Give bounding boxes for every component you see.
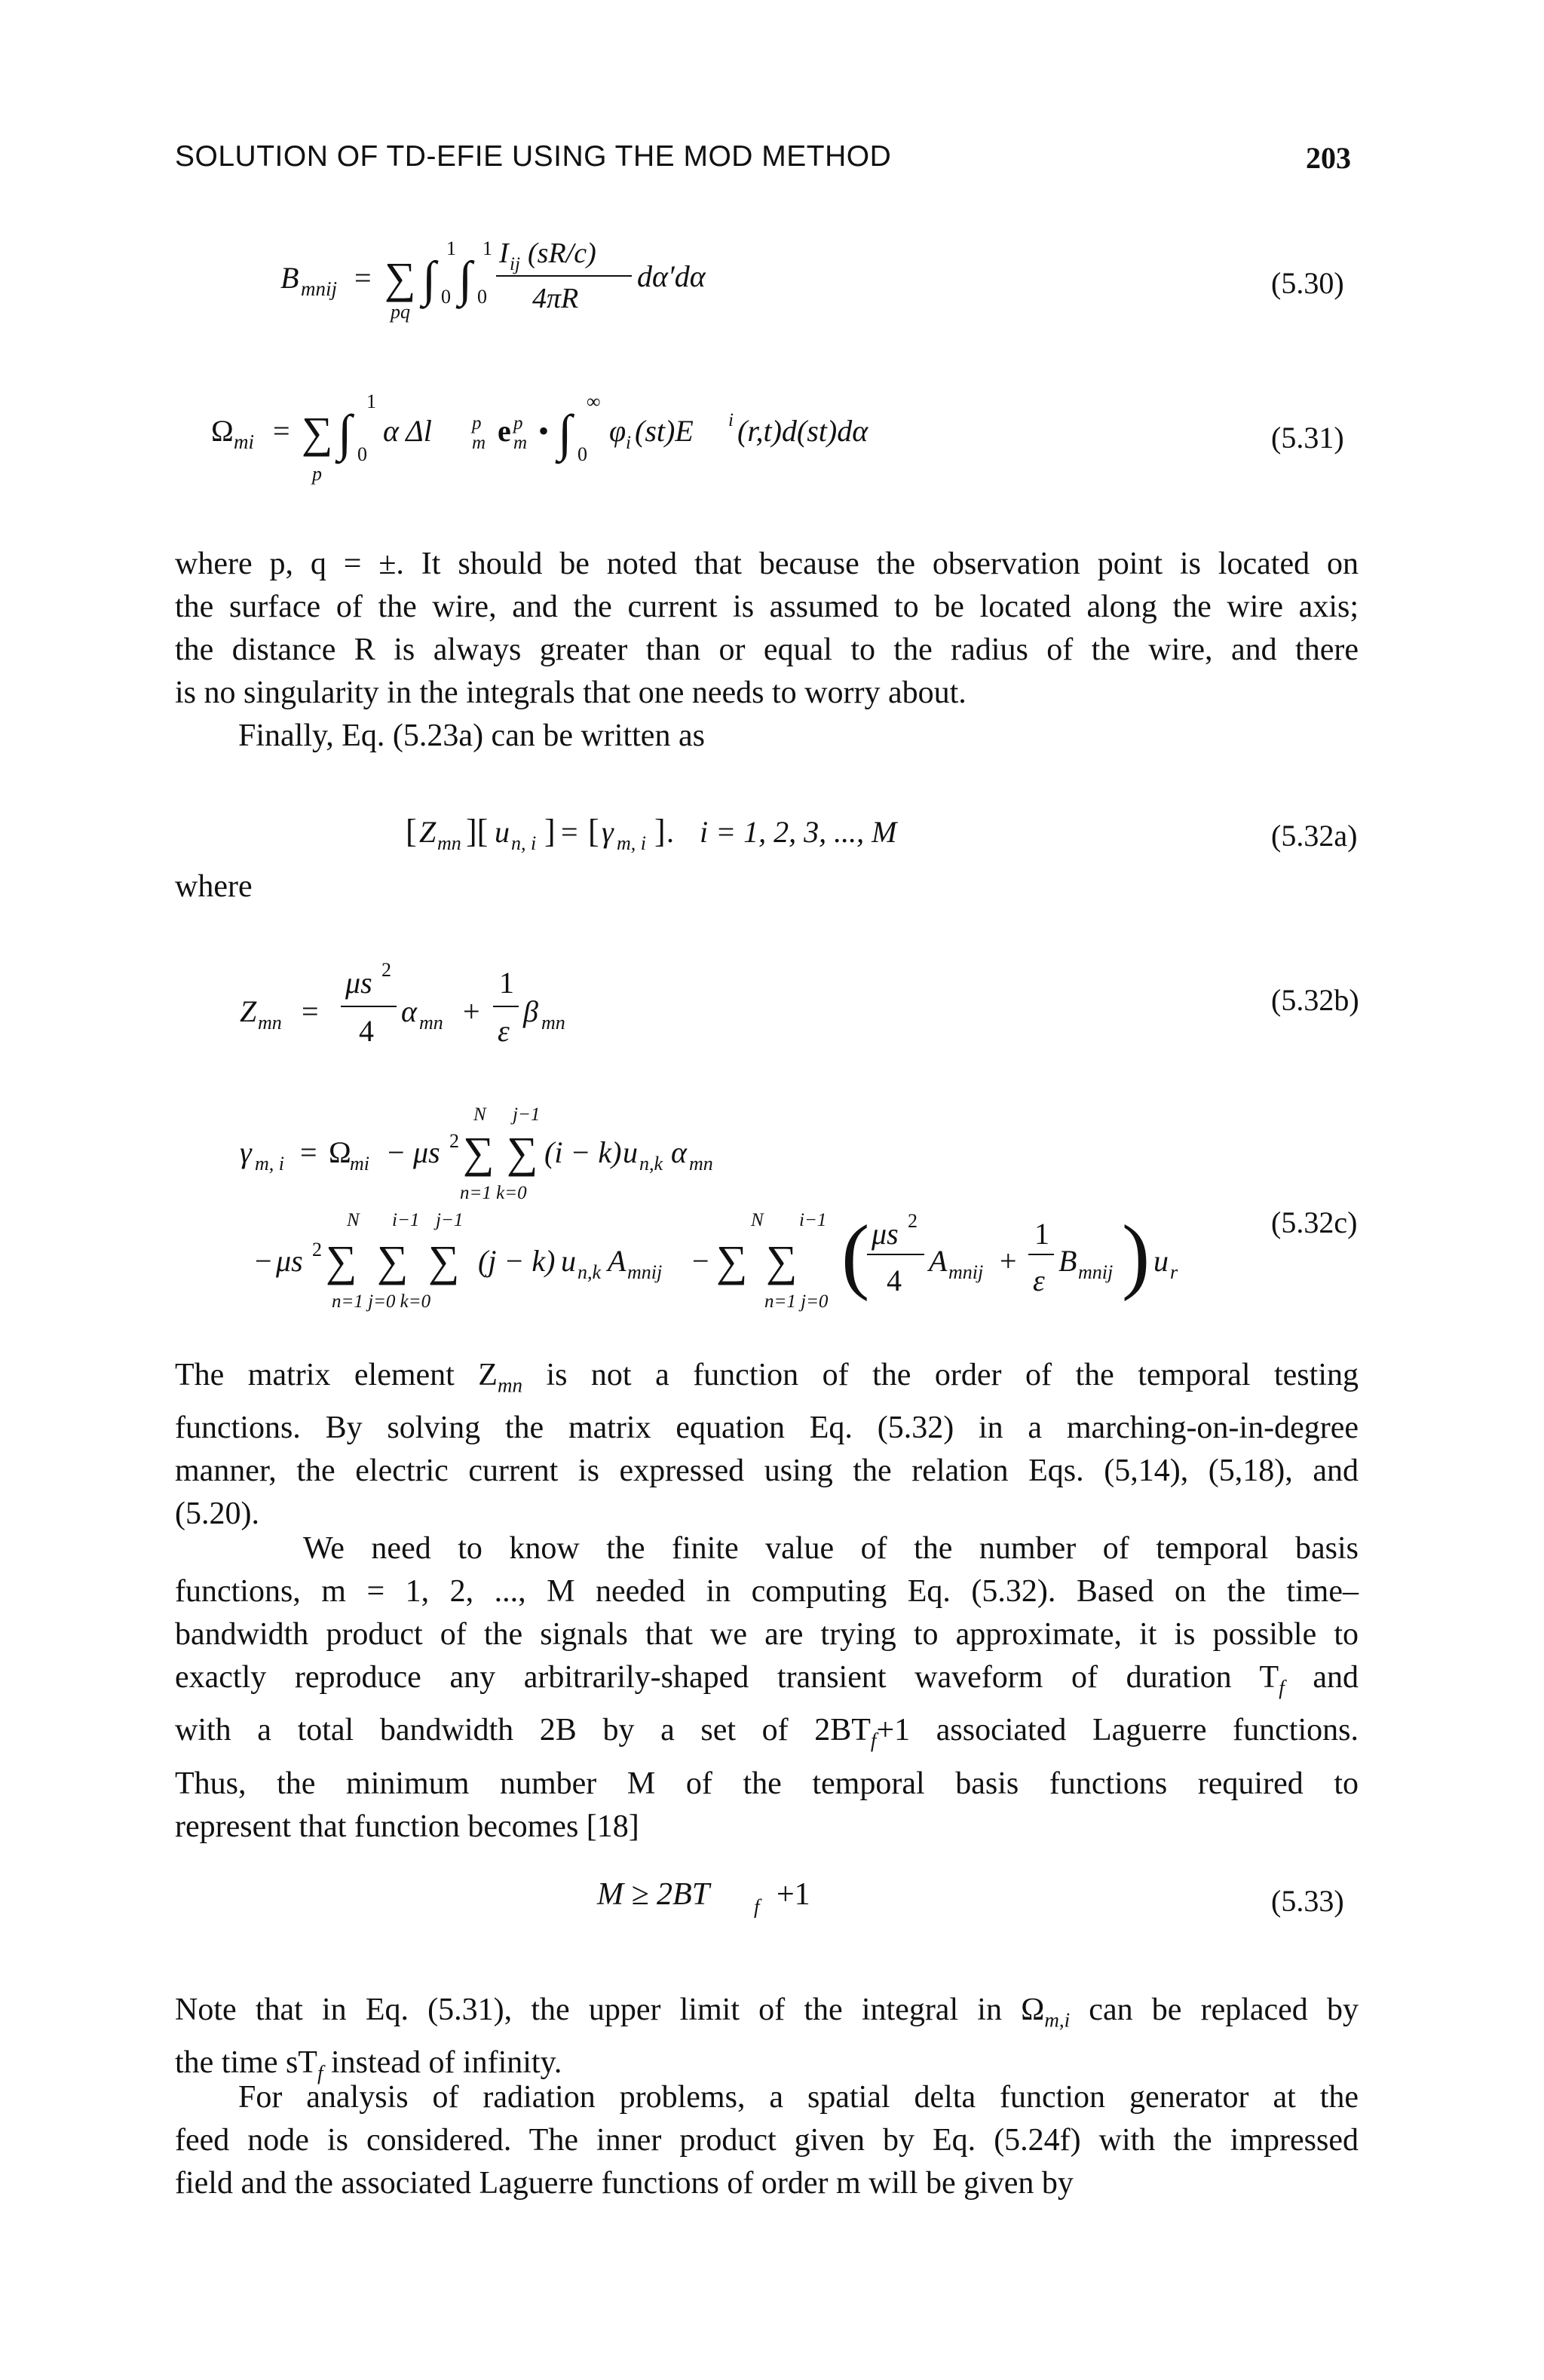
paragraph-3 bbox=[175, 1354, 1359, 1536]
header-title: SOLUTION OF TD-EFIE USING THE MOD METHOD bbox=[175, 140, 892, 173]
eq531-int2-upper: ∞ bbox=[587, 391, 601, 412]
eq531-integral-1: ∫ bbox=[338, 404, 352, 461]
eq532c-paren-left: ( bbox=[841, 1208, 870, 1302]
p5-omega-sub: m,i bbox=[1044, 2008, 1071, 2032]
running-header bbox=[175, 140, 1351, 185]
eq532a-gamma: γ bbox=[602, 815, 614, 849]
eq532b-plus: + bbox=[463, 994, 480, 1028]
eq532c-paren-right: ) bbox=[1122, 1208, 1150, 1302]
p4-line-2: functions, m = 1, 2, ..., M needed in computing Eq. (5.32). Based on the time– bbox=[175, 1574, 1359, 1609]
eq532c-B-sub: mnij bbox=[1078, 1261, 1114, 1283]
p6-line-1: For analysis of radiation problems, a spatial delta function generator at the bbox=[238, 2080, 1359, 2115]
eq530-lhs: B bbox=[280, 261, 299, 295]
eq532c-sum-k-upper: j−1 bbox=[513, 1104, 541, 1125]
eq532c-sq-2: 2 bbox=[312, 1239, 322, 1260]
eq530-int1-lower: 0 bbox=[441, 286, 451, 308]
eq530-int2-upper: 1 bbox=[482, 237, 492, 259]
eq530-int2-lower: 0 bbox=[477, 286, 487, 308]
eq532c-sum-lower-2: n=1 j=0 k=0 bbox=[332, 1291, 431, 1312]
eq532c-sq-3: 2 bbox=[908, 1210, 918, 1232]
p2-line-1: Finally, Eq. (5.23a) can be written as bbox=[238, 718, 705, 753]
eq531-int2-lower: 0 bbox=[577, 443, 587, 465]
eq532c-B: B bbox=[1058, 1244, 1077, 1278]
p1-line-3: the distance R is always greater than or equal to the radius of the wire, and there bbox=[175, 633, 1359, 667]
eq532a-number: (5.32a) bbox=[1271, 819, 1358, 853]
p6-line-2: feed node is considered. The inner product given by Eq. (5.24f) with the impressed bbox=[175, 2123, 1359, 2158]
eq532b-beta-sub: mn bbox=[541, 1012, 565, 1034]
eq532c-alpha: α bbox=[671, 1135, 687, 1169]
eq532c-sum-k2: ∑ bbox=[428, 1236, 460, 1285]
eq532c-sum-lower-1: n=1 k=0 bbox=[460, 1183, 527, 1203]
p5-sTf-sub: f bbox=[317, 2061, 323, 2084]
eq530-number: (5.30) bbox=[1271, 266, 1344, 300]
eq532c-mu-s-2: μs bbox=[276, 1244, 303, 1278]
equation-5-32a bbox=[0, 795, 1544, 871]
where-1-text: where bbox=[175, 869, 253, 904]
eq532c-sum-n3: ∑ bbox=[716, 1236, 748, 1285]
eq532b-equals: = bbox=[302, 994, 319, 1028]
eq532a-bracket-5: ] bbox=[654, 813, 666, 850]
eq531-lhs: Ω bbox=[211, 414, 234, 448]
equation-5-31-svg bbox=[0, 351, 1544, 486]
p4-line-5a: with a total bandwidth 2B by a set of 2BT bbox=[175, 1713, 871, 1748]
eq532a-equals: = bbox=[561, 815, 578, 849]
eq530-sum: ∑ bbox=[384, 253, 416, 302]
eq531-number: (5.31) bbox=[1271, 421, 1344, 455]
eq531-sum-sub: p bbox=[312, 463, 322, 485]
p4-line-4 bbox=[175, 1656, 1359, 1709]
eq531-equals: = bbox=[273, 414, 290, 448]
eq531-e-sup-i: i bbox=[728, 410, 734, 430]
eq532c-sq-1: 2 bbox=[449, 1130, 459, 1152]
eq532c-alpha-sub: mn bbox=[689, 1153, 713, 1175]
eq531-phi: φ bbox=[609, 414, 626, 448]
p3-line-3: manner, the electric current is expressed using the relation Eqs. (5,14), (5,18), and bbox=[175, 1453, 1359, 1489]
eq530-lhs-sub: mnij bbox=[301, 277, 338, 300]
eq532a-bracket-3: ] bbox=[544, 813, 556, 850]
p4-line-4a: exactly reproduce any arbitrarily-shaped transient waveform of duration T bbox=[175, 1660, 1279, 1695]
eq532c-u-3: u bbox=[1153, 1244, 1169, 1278]
eq532b-Z-sub: mn bbox=[258, 1012, 282, 1034]
equation-5-30 bbox=[0, 219, 1544, 323]
eq533-tail: +1 bbox=[777, 1877, 810, 1912]
p4-line-1: We need to know the finite value of the number of temporal basis bbox=[303, 1531, 1359, 1566]
eq530-sum-sub: pq bbox=[391, 301, 410, 323]
eq531-dl-sup: p bbox=[472, 413, 482, 433]
eq531-e-sub: m bbox=[513, 433, 528, 453]
p4-line-5b: +1 associated Laguerre functions. bbox=[876, 1713, 1359, 1748]
eq533-lhs: M ≥ 2BT bbox=[597, 1877, 710, 1912]
eq531-dl-sub: m bbox=[472, 433, 486, 453]
eq532c-term-2: (j − k) bbox=[478, 1244, 556, 1278]
eq532b-alpha: α bbox=[401, 994, 417, 1028]
p4-line-7: represent that function becomes [18] bbox=[175, 1809, 639, 1844]
eq532c-one: 1 bbox=[1034, 1217, 1049, 1251]
p5-line-1b: can be replaced by bbox=[1089, 1993, 1359, 2027]
p3-line-1 bbox=[175, 1354, 1359, 1407]
p1-line-2: the surface of the wire, and the current is assumed to be located along the wire axis; bbox=[175, 590, 1359, 624]
paragraph-4 bbox=[175, 1527, 1359, 1849]
eq531-st-e: (st)E bbox=[635, 414, 694, 448]
eq532a-u: u bbox=[495, 815, 510, 849]
eq531-int1-upper: 1 bbox=[366, 391, 376, 412]
eq532a-bracket-2: ][ bbox=[466, 813, 489, 850]
eq532c-sum-j3-upper: i−1 bbox=[799, 1210, 827, 1230]
where-label-1 bbox=[175, 865, 1359, 908]
eq532a-u-sub: n, i bbox=[511, 832, 537, 854]
eq532c-sum-n-upper: N bbox=[473, 1104, 486, 1125]
eq531-lhs-sub: mi bbox=[234, 430, 254, 453]
eq532c-minus-2: − bbox=[255, 1244, 272, 1278]
eq530-differential: dα′dα bbox=[637, 259, 706, 293]
eq532c-sum-k: ∑ bbox=[507, 1128, 538, 1177]
eq532c-mu-s-1: μs bbox=[413, 1135, 440, 1169]
eq532a-gamma-sub: m, i bbox=[617, 832, 646, 854]
eq532a-bracket-4: [ bbox=[588, 813, 599, 850]
eq532c-sum-j2: ∑ bbox=[377, 1236, 409, 1285]
eq532c-minus-1: − bbox=[388, 1135, 405, 1169]
equation-5-32b bbox=[0, 946, 1544, 1059]
eq531-int1-lower: 0 bbox=[357, 443, 367, 465]
eq532b-eps: ε bbox=[498, 1014, 510, 1048]
eq531-tail: (r,t)d(st)dα bbox=[737, 414, 868, 448]
eq532c-A2-sub: mnij bbox=[948, 1261, 984, 1283]
p5-line-2a: the time sT bbox=[175, 2045, 317, 2081]
eq532c-A-sub: mnij bbox=[627, 1261, 663, 1283]
eq532b-mu-s: μs bbox=[345, 966, 372, 1000]
eq532c-A2: A bbox=[929, 1244, 948, 1278]
eq532c-omega-sub: mi bbox=[350, 1153, 369, 1175]
eq530-den: 4πR bbox=[532, 283, 579, 314]
eq532a-range: i = 1, 2, 3, ..., M bbox=[700, 815, 897, 849]
eq532c-sum-n2-upper: N bbox=[347, 1210, 360, 1230]
p3-line-4: (5.20). bbox=[175, 1496, 259, 1532]
p5-line-1 bbox=[175, 1989, 1359, 2042]
eq531-e: e bbox=[498, 414, 511, 448]
eq532c-u-1-sub: n,k bbox=[639, 1153, 663, 1175]
eq532c-plus: + bbox=[1000, 1244, 1017, 1278]
eq531-e-sup: p bbox=[513, 413, 523, 433]
p4-BTf-sub: f bbox=[870, 1729, 877, 1752]
eq532b-4: 4 bbox=[359, 1014, 374, 1048]
eq532c-number: (5.32c) bbox=[1271, 1205, 1358, 1239]
eq532c-sum-n3-upper: N bbox=[751, 1210, 764, 1230]
eq532c-u-2-sub: n,k bbox=[577, 1261, 602, 1283]
eq530-integral-1: ∫ bbox=[422, 252, 437, 307]
eq532c-sum-lower-3: n=1 j=0 bbox=[764, 1291, 829, 1312]
p4-line-3: bandwidth product of the signals that we are trying to approximate, it is possible to bbox=[175, 1617, 1359, 1652]
eq530-num: I bbox=[499, 237, 509, 269]
equation-5-32c-svg bbox=[0, 1078, 1544, 1319]
eq533-number: (5.33) bbox=[1271, 1884, 1344, 1918]
page-number: 203 bbox=[1306, 141, 1351, 175]
eq532a-Z: Z bbox=[419, 815, 437, 849]
eq532b-number: (5.32b) bbox=[1271, 983, 1359, 1017]
eq532c-4: 4 bbox=[887, 1264, 902, 1297]
eq532b-alpha-sub: mn bbox=[419, 1012, 443, 1034]
eq533-f-sub: f bbox=[754, 1895, 760, 1918]
p3-line-1b: is not a function of the order of the temporal testing bbox=[546, 1358, 1359, 1392]
eq530-int1-upper: 1 bbox=[446, 237, 456, 259]
eq532c-sum-j3: ∑ bbox=[766, 1236, 798, 1285]
eq532c-A: A bbox=[608, 1244, 626, 1278]
eq532b-sq: 2 bbox=[381, 959, 391, 981]
paragraph-6 bbox=[175, 2076, 1359, 2205]
p4-line-5 bbox=[175, 1709, 1359, 1762]
eq531-sum: ∑ bbox=[302, 408, 333, 457]
eq532b-one: 1 bbox=[499, 966, 514, 1000]
p4-Tf-sub: f bbox=[1279, 1676, 1285, 1699]
eq532c-sum-n: ∑ bbox=[463, 1128, 495, 1177]
eq531-phi-sub: i bbox=[626, 433, 631, 453]
eq532c-mu-s-3: μs bbox=[872, 1217, 899, 1251]
equation-5-31 bbox=[0, 351, 1544, 486]
paragraph-1 bbox=[175, 543, 1359, 758]
eq532b-Z: Z bbox=[240, 994, 257, 1028]
eq530-num-sub: ij bbox=[510, 254, 520, 274]
p3-line-1a: The matrix element Z bbox=[175, 1358, 498, 1392]
p3-Z-sub: mn bbox=[497, 1374, 522, 1397]
eq530-num-arg: (sR/c) bbox=[528, 237, 596, 269]
eq531-integral-2: ∫ bbox=[558, 404, 572, 461]
eq532a-bracket-1: [ bbox=[406, 813, 417, 850]
p3-line-2: functions. By solving the matrix equation Eq. (5.32) in a marching-on-in-degree bbox=[175, 1411, 1359, 1446]
equation-5-32c bbox=[0, 1078, 1544, 1319]
eq532a-dot: . bbox=[666, 815, 674, 849]
p5-line-1a: Note that in Eq. (5.31), the upper limit of the integral in Ω bbox=[175, 1993, 1045, 2027]
eq532a-Z-sub: mn bbox=[437, 832, 461, 854]
eq532c-u-1: u bbox=[623, 1135, 638, 1169]
eq532c-eps: ε bbox=[1033, 1264, 1045, 1297]
eq532c-gamma: γ bbox=[240, 1135, 252, 1169]
eq532c-omega: Ω bbox=[329, 1135, 351, 1169]
eq531-alpha-dl: α Δl bbox=[383, 414, 432, 448]
eq532c-sum-j2-upper: i−1 bbox=[392, 1210, 420, 1230]
eq530-equals: = bbox=[354, 261, 372, 295]
eq532c-sum-n2: ∑ bbox=[326, 1236, 357, 1285]
p4-line-6: Thus, the minimum number M of the temporal basis functions required to bbox=[175, 1766, 1359, 1801]
p1-line-1: where p, q = ±. It should be noted that because the observation point is located on bbox=[175, 547, 1359, 581]
eq532c-u-3-sub: r bbox=[1170, 1261, 1178, 1283]
p1-line-4: is no singularity in the integrals that one needs to worry about. bbox=[175, 675, 967, 710]
eq532c-term-1: (i − k) bbox=[544, 1135, 622, 1169]
eq532c-sum-k2-upper: j−1 bbox=[436, 1210, 464, 1230]
p4-line-4b: and bbox=[1313, 1660, 1359, 1695]
eq532c-equals: = bbox=[300, 1135, 317, 1169]
eq530-integral-2: ∫ bbox=[458, 252, 473, 307]
p6-line-3: field and the associated Laguerre functions of order m will be given by bbox=[175, 2166, 1074, 2201]
eq532c-minus-3: − bbox=[692, 1244, 709, 1278]
eq532c-gamma-sub: m, i bbox=[255, 1153, 284, 1175]
eq531-dot: • bbox=[538, 414, 550, 448]
eq532b-beta: β bbox=[523, 994, 538, 1028]
equation-5-33 bbox=[0, 1862, 1544, 1930]
eq532c-u-2: u bbox=[561, 1244, 576, 1278]
p5-line-2b: instead of infinity. bbox=[330, 2045, 562, 2081]
